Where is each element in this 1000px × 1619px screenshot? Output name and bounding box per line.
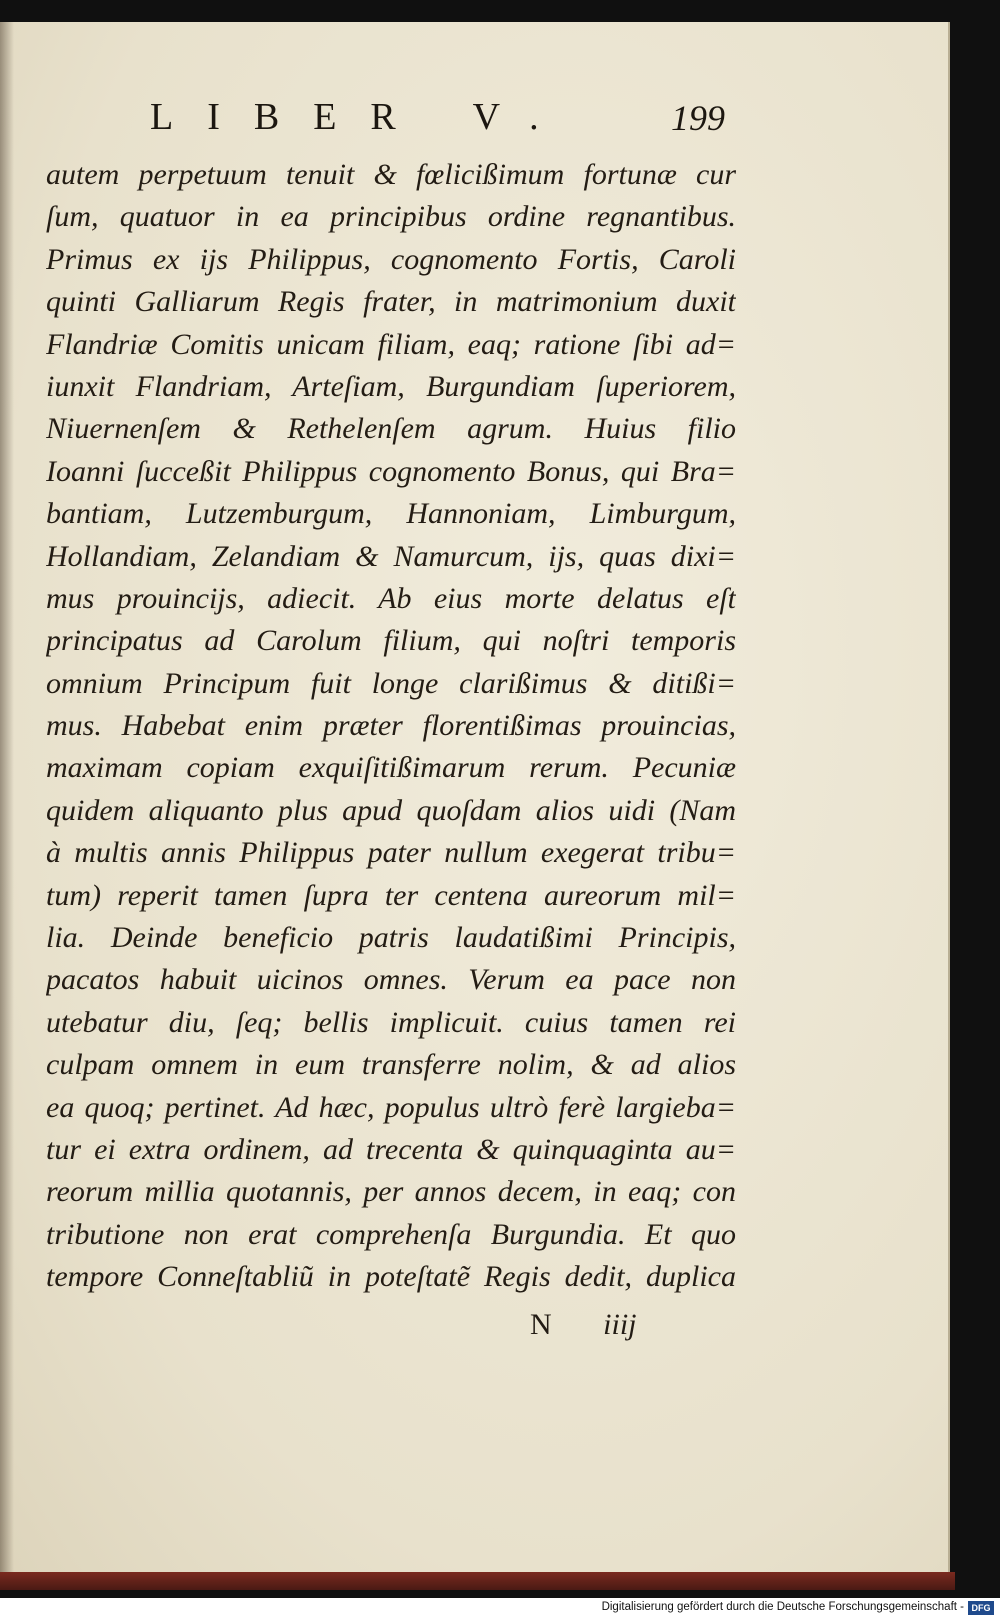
text-line: principatus ad Carolum filium, qui noſtri temporis bbox=[46, 624, 736, 658]
text-line: iunxit Flandriam, Arteſiam, Burgundiam ſuperiorem, bbox=[46, 369, 736, 403]
text-line: Hollandiam, Zelandiam & Namurcum, ijs, quas dixi= bbox=[46, 539, 736, 573]
text-line: ſum, quatuor in ea principibus ordine regnantibus. bbox=[46, 200, 736, 234]
text-line: Niuernenſem & Rethelenſem agrum. Huius filio bbox=[46, 412, 736, 446]
running-title: LIBER V. bbox=[150, 96, 573, 138]
gutter-shadow bbox=[0, 22, 14, 1587]
body-text bbox=[46, 154, 736, 1299]
text-line: autem perpetuum tenuit & fœlicißimum fortunæ cur bbox=[46, 158, 736, 191]
text-line: tributione non erat comprehenſa Burgundia. Et quo bbox=[46, 1217, 736, 1251]
page-number: 199 bbox=[671, 98, 725, 138]
text-line: quidem aliquanto plus apud quoſdam alios uidi (Nam bbox=[46, 793, 736, 827]
text-line: tur ei extra ordinem, ad trecenta & quinquaginta au= bbox=[46, 1132, 736, 1166]
text-line: lia. Deinde beneficio patris laudatißimi Principis, bbox=[46, 921, 736, 955]
text-line: Primus ex ijs Philippus, cognomento Fortis, Caroli bbox=[46, 242, 736, 276]
text-line: pacatos habuit uicinos omnes. Verum ea pace non bbox=[46, 963, 736, 997]
text-line: à multis annis Philippus pater nullum exegerat tribu= bbox=[46, 836, 736, 870]
running-head bbox=[150, 95, 725, 145]
text-line: omnium Principum fuit longe clarißimus & ditißi= bbox=[46, 666, 736, 700]
text-line: tempore Conneſtabliũ in poteſtatẽ Regis dedit, duplica bbox=[46, 1260, 736, 1294]
text-line: reorum millia quotannis, per annos decem, in eaq; con bbox=[46, 1175, 736, 1209]
text-line: tum) reperit tamen ſupra ter centena aureorum mil= bbox=[46, 878, 736, 912]
signature-number: iiij bbox=[603, 1308, 637, 1341]
funding-credit: Digitalisierung gefördert durch die Deutsche Forschungsgemeinschaft - bbox=[601, 1601, 964, 1613]
signature-letter: N bbox=[530, 1308, 552, 1341]
text-line: utebatur diu, ſeq; bellis implicuit. cuius tamen rei bbox=[46, 1005, 736, 1039]
page-bottom-edge bbox=[0, 1572, 955, 1590]
text-line: Ioanni ſucceßit Philippus cognomento Bonus, qui Bra= bbox=[46, 454, 736, 488]
dfg-logo-icon: DFG bbox=[968, 1601, 994, 1615]
text-line: mus prouincijs, adiecit. Ab eius morte delatus eſt bbox=[46, 581, 736, 615]
signature-mark bbox=[530, 1308, 637, 1342]
text-line: maximam copiam exquiſitißimarum rerum. Pecuniæ bbox=[46, 751, 736, 785]
text-line: bantiam, Lutzemburgum, Hannoniam, Limburgum, bbox=[46, 497, 736, 531]
text-line: quinti Galliarum Regis frater, in matrimonium duxit bbox=[46, 285, 736, 319]
text-line: culpam omnem in eum transferre nolim, & ad alios bbox=[46, 1048, 736, 1082]
text-line: mus. Habebat enim præter florentißimas prouincias, bbox=[46, 709, 736, 743]
text-line: Flandriæ Comitis unicam filiam, eaq; ratione ſibi ad= bbox=[46, 327, 736, 361]
text-line: ea quoq; pertinet. Ad hæc, populus ultrò ferè largieba= bbox=[46, 1090, 736, 1124]
